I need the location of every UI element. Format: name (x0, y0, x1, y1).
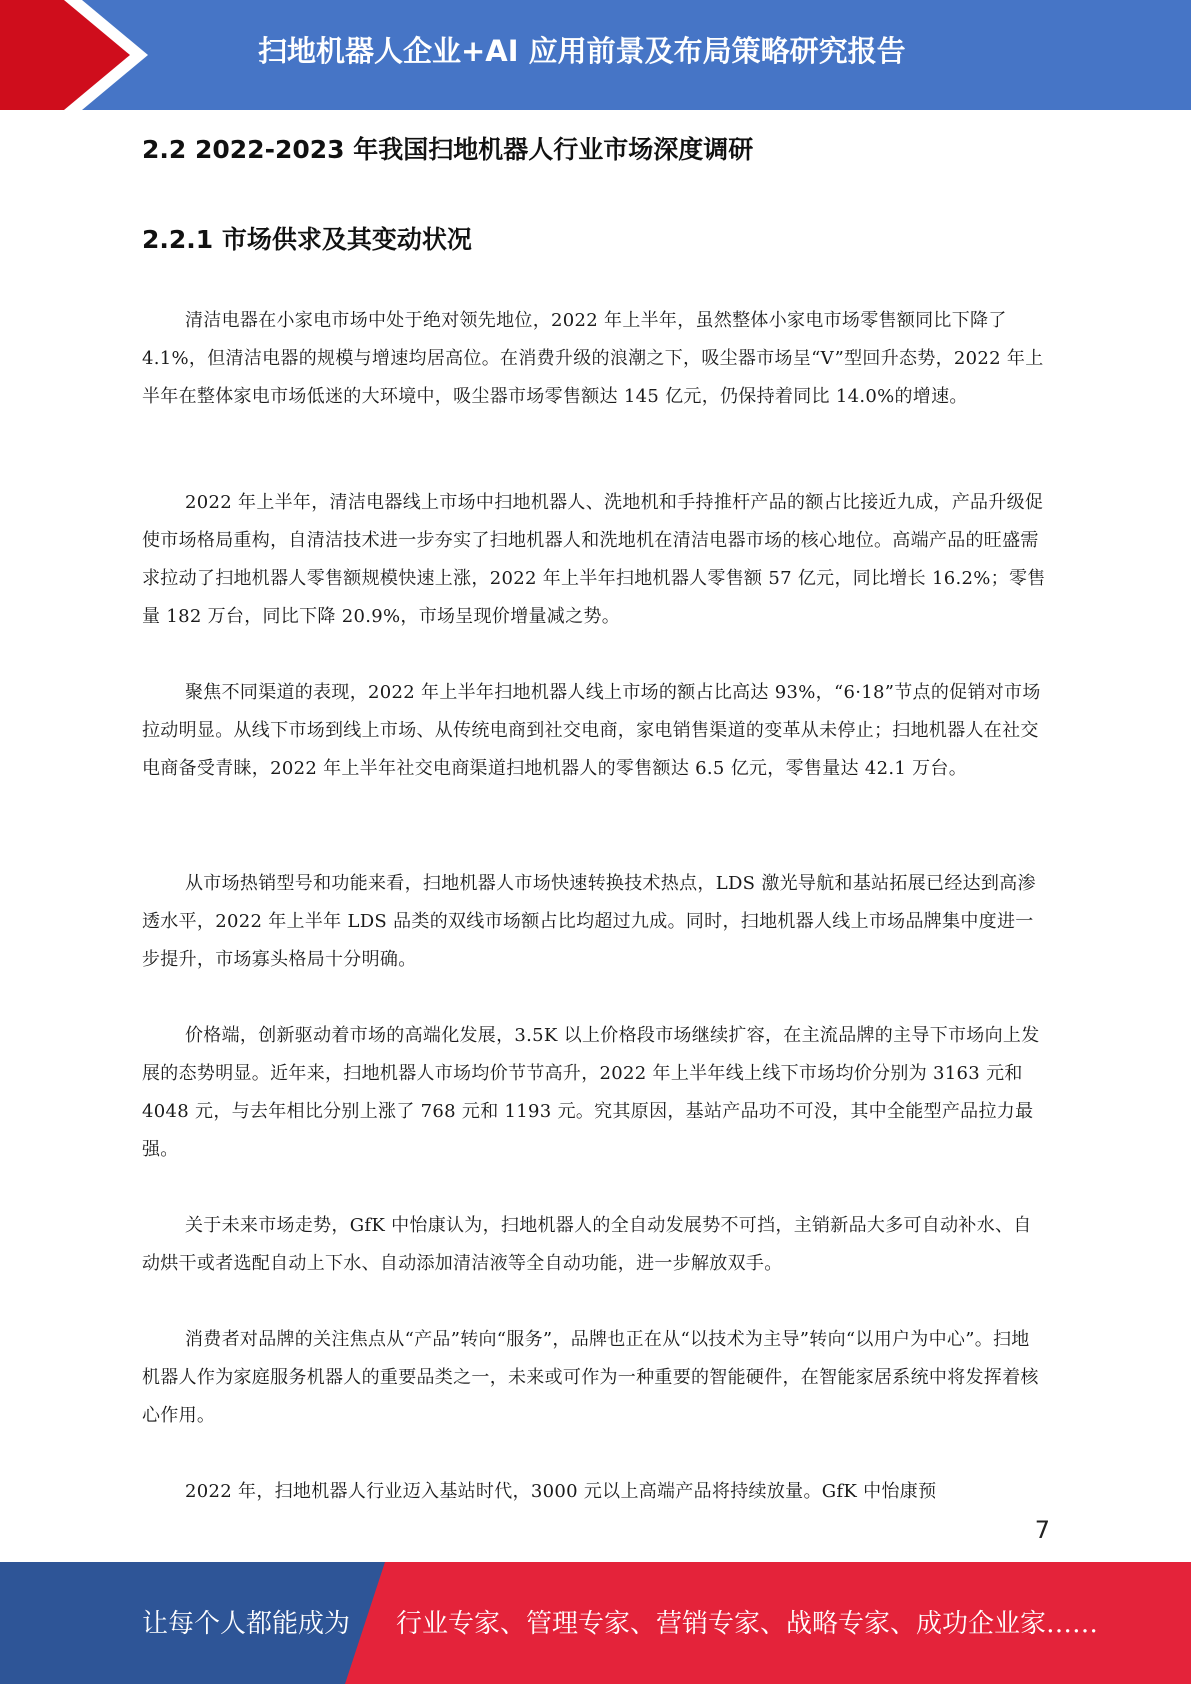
paragraph: 从市场热销型号和功能来看，扫地机器人市场快速转换技术热点，LDS 激光导航和基站拓展已经达到高渗透水平，2022 年上半年 LDS 品类的双线市场额占比均超过九成。同时，扫地机器人线上市场品牌集中度进一步提升，市场寡头格局十分明确。 (142, 873, 1036, 970)
paragraph: 价格端，创新驱动着市场的高端化发展，3.5K 以上价格段市场继续扩容，在主流品牌的主导下市场向上发展的态势明显。近年来，扫地机器人市场均价节节高升，2022 年上半年线上线下市场均价分别为 3163 元和 4048 元，与去年相比分别上涨了 768 元和 1193 元。究其原因，基站产品功不可没，其中全能型产品拉力最强。 (142, 1025, 1040, 1160)
header-arrow-graphic (0, 0, 160, 110)
paragraph: 清洁电器在小家电市场中处于绝对领先地位，2022 年上半年，虽然整体小家电市场零售额同比下降了 4.1%，但清洁电器的规模与增速均居高位。在消费升级的浪潮之下，吸尘器市场呈“V”型回升态势，2022 年上半年在整体家电市场低迷的大环境中，吸尘器市场零售额达 145 亿元，仍保持着同比 14.0%的增速。 (142, 310, 1044, 407)
paragraph: 消费者对品牌的关注焦点从“产品”转向“服务”，品牌也正在从“以技术为主导”转向“以用户为中心”。扫地机器人作为家庭服务机器人的重要品类之一，未来或可作为一种重要的智能硬件，在智能家居系统中将发挥着核心作用。 (142, 1329, 1039, 1426)
footer-banner (0, 1562, 1191, 1684)
footer-slogan-left: 让每个人都能成为 (142, 1609, 351, 1639)
report-title: 扫地机器人企业+AI 应用前景及布局策略研究报告 (258, 34, 906, 68)
subsection-heading: 2.2.1 市场供求及其变动状况 (142, 225, 472, 254)
paragraph: 关于未来市场走势，GfK 中怡康认为，扫地机器人的全自动发展势不可挡，主销新品大多可自动补水、自动烘干或者选配自动上下水、自动添加清洁液等全自动功能，进一步解放双手。 (142, 1215, 1032, 1274)
page-number: 7 (1034, 1516, 1050, 1544)
paragraph: 2022 年上半年，清洁电器线上市场中扫地机器人、洗地机和手持推杆产品的额占比接近九成，产品升级促使市场格局重构，自清洁技术进一步夯实了扫地机器人和洗地机在清洁电器市场的核心地位。高端产品的旺盛需求拉动了扫地机器人零售额规模快速上涨，2022 年上半年扫地机器人零售额 57 亿元，同比增长 16.2%；零售量 182 万台，同比下降 20.9%，市场呈现价增量减之势。 (142, 492, 1046, 627)
paragraph: 聚焦不同渠道的表现，2022 年上半年扫地机器人线上市场的额占比高达 93%，“6·18”节点的促销对市场拉动明显。从线下市场到线上市场、从传统电商到社交电商，家电销售渠道的变革从未停止；扫地机器人在社交电商备受青睐，2022 年上半年社交电商渠道扫地机器人的零售额达 6.5 亿元，零售量达 42.1 万台。 (142, 682, 1041, 779)
paragraph: 2022 年，扫地机器人行业迈入基站时代，3000 元以上高端产品将持续放量。GfK 中怡康预 (185, 1481, 937, 1502)
section-heading: 2.2 2022-2023 年我国扫地机器人行业市场深度调研 (142, 135, 754, 164)
footer-slogan-right: 行业专家、管理专家、营销专家、战略专家、成功企业家…… (396, 1609, 1099, 1639)
report-header (0, 0, 1191, 110)
